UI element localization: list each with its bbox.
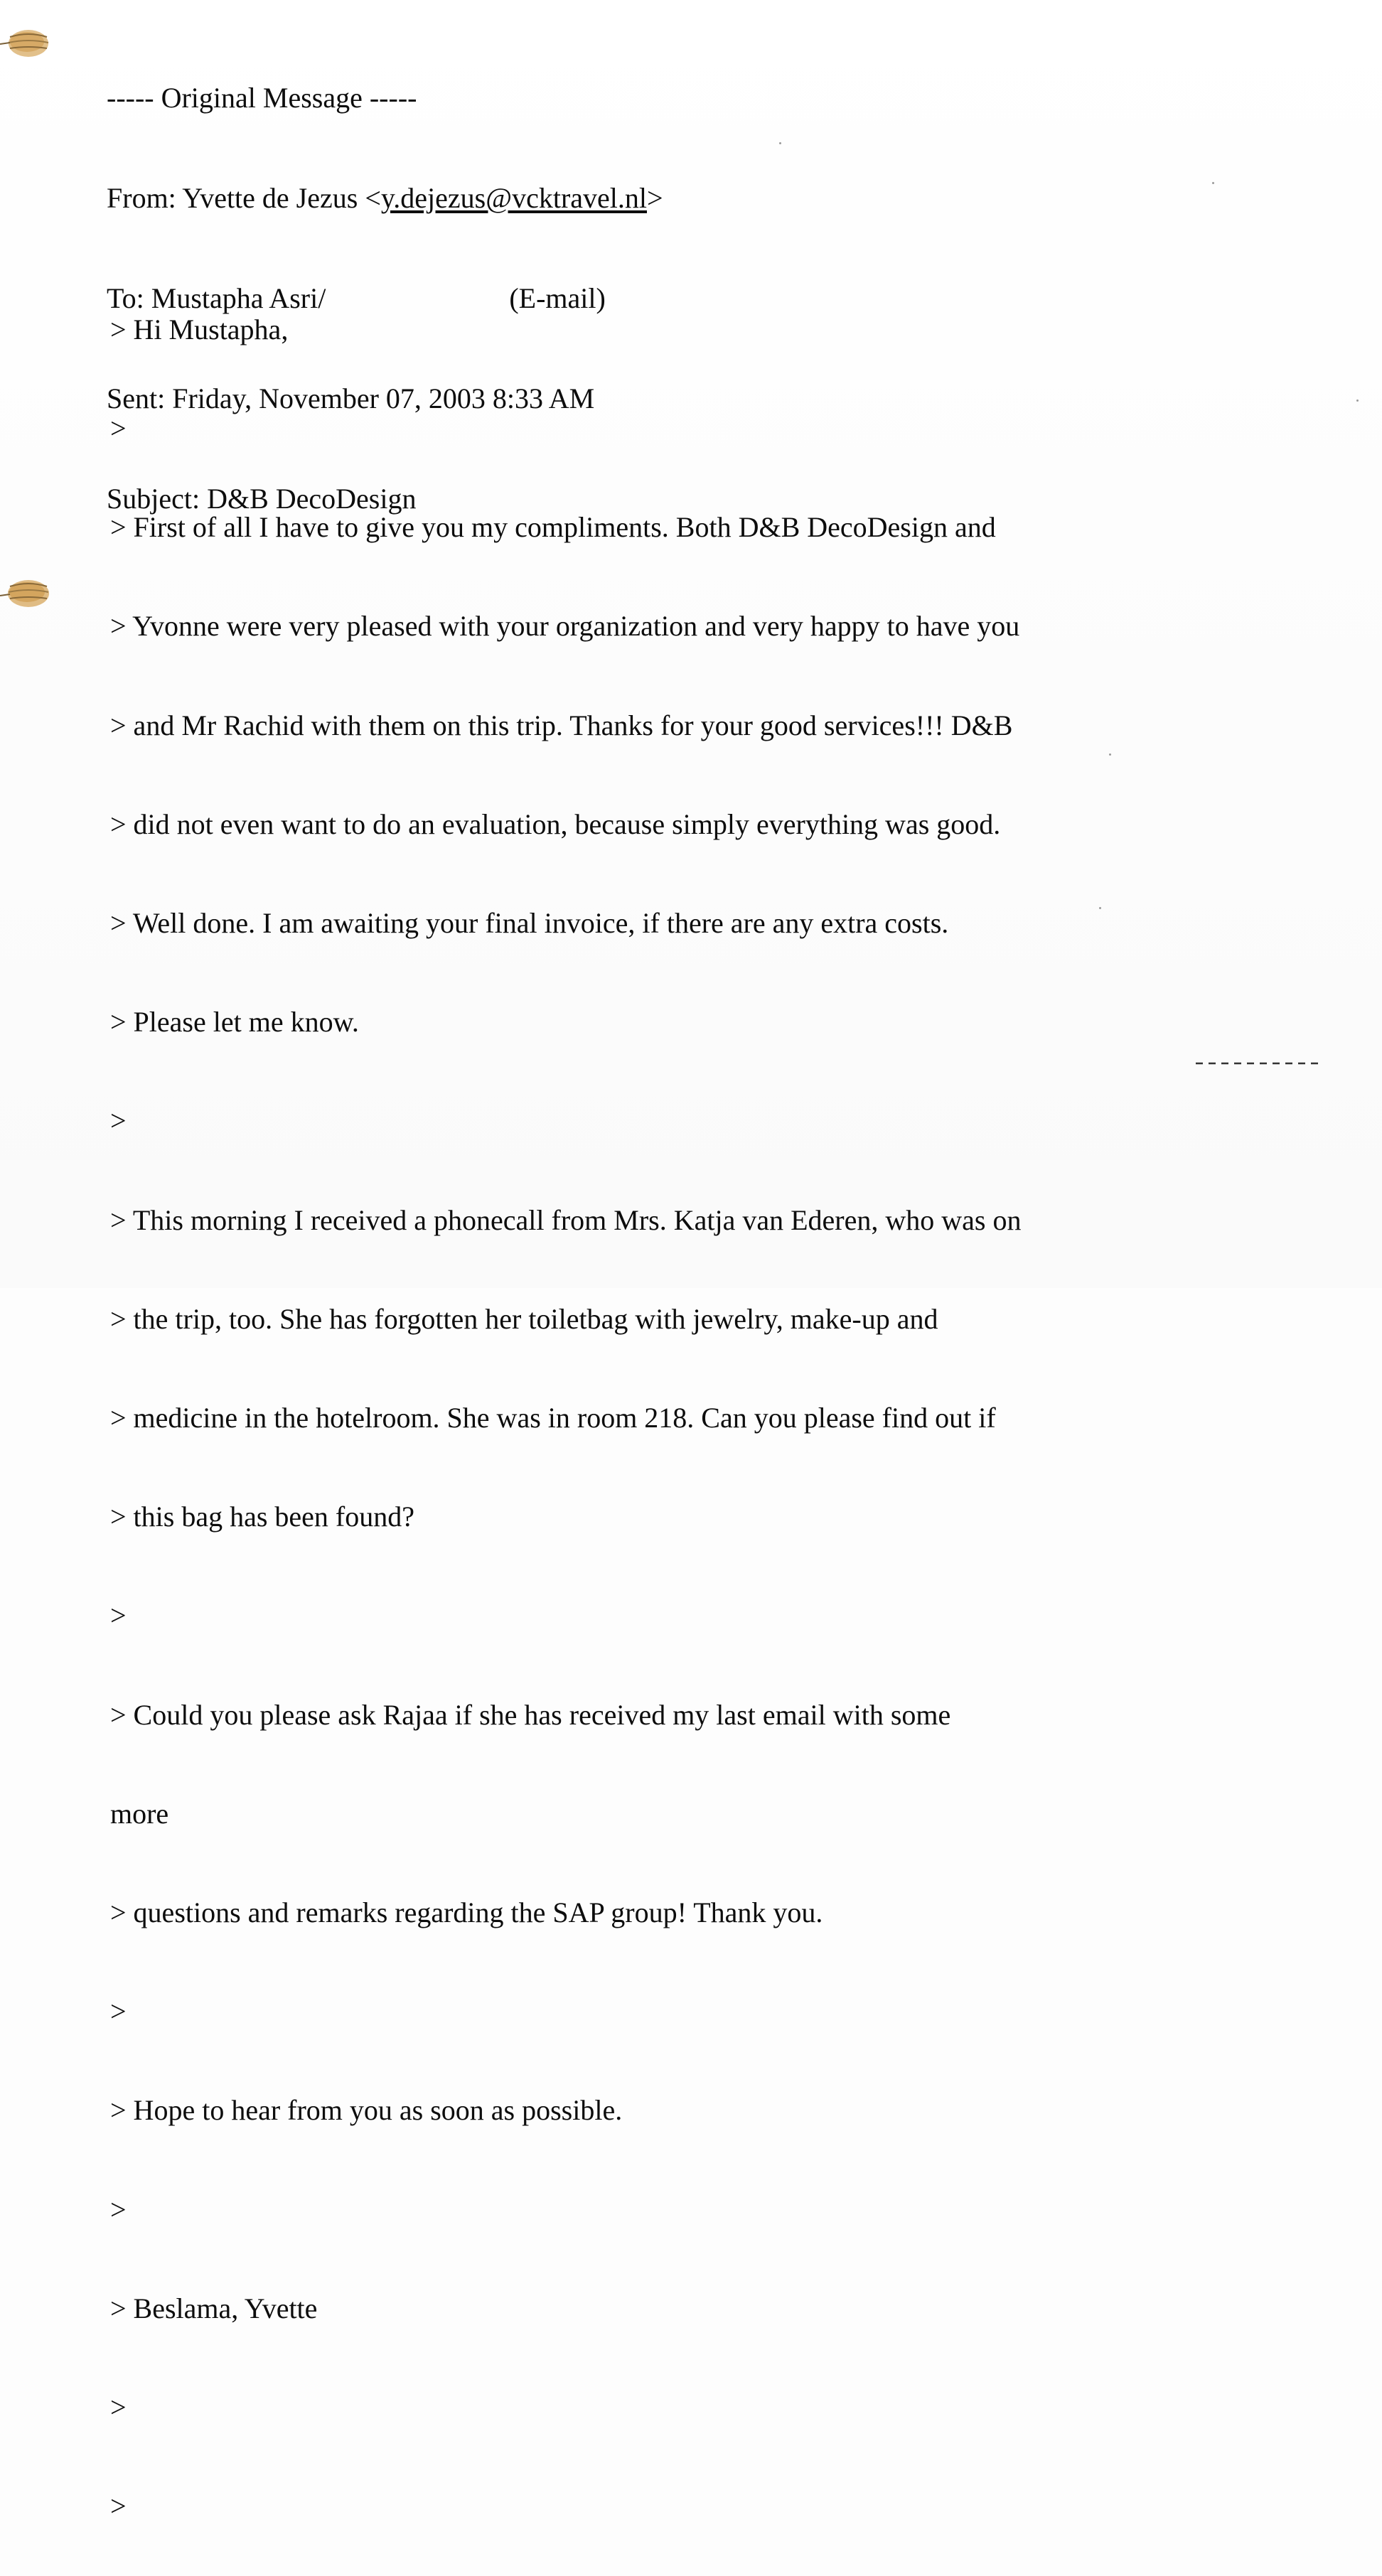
sent-line: Sent: Friday, November 07, 2003 8:33 AM <box>107 382 595 414</box>
body-line: > this bag has been found? <box>110 1501 415 1533</box>
body-line: > <box>110 1105 127 1137</box>
original-message-separator: ----- Original Message ----- <box>107 82 417 114</box>
body-line: > Beslama, Yvette <box>110 2292 318 2324</box>
body-line: > Hope to hear from you as soon as possible. <box>110 2094 623 2127</box>
email-body <box>110 247 1021 2576</box>
dashed-mark <box>1196 1062 1321 1065</box>
subject-line: Subject: D&B DecoDesign <box>107 483 417 515</box>
body-line: > and Mr Rachid with them on this trip. Thanks for your good services!!! D&B <box>110 709 1013 741</box>
body-line: > Well done. I am awaiting your final invoice, if there are any extra costs. <box>110 907 949 940</box>
body-line: > This morning I received a phonecall from Mrs. Katja van Ederen, who was on <box>110 1203 1022 1236</box>
body-line: > Yvonne were very pleased with your organization and very happy to have you <box>110 610 1020 643</box>
punch-hole-mark <box>0 577 50 610</box>
body-line: > Hi Mustapha, <box>110 313 289 345</box>
body-line: > <box>110 412 127 445</box>
body-line: > did not even want to do an evaluation, because simply everything was good. <box>110 807 1001 840</box>
body-line: > medicine in the hotelroom. She was in room 218. Can you please find out if <box>110 1402 996 1434</box>
scan-speck <box>1099 907 1101 909</box>
from-line <box>107 181 663 215</box>
body-line: > <box>110 2490 127 2523</box>
scan-speck <box>1356 399 1359 402</box>
to-email-tag: (E-mail) <box>509 282 606 314</box>
from-suffix: > <box>647 182 663 214</box>
body-line: > <box>110 1599 127 1632</box>
body-line: > <box>110 2193 127 2226</box>
punch-hole-mark <box>0 27 50 60</box>
body-line: > the trip, too. She has forgotten her toiletbag with jewelry, make-up and <box>110 1302 938 1335</box>
body-line: > Please let me know. <box>110 1006 359 1039</box>
sender-email-link[interactable]: y.dejezus@vcktravel.nl <box>380 182 647 214</box>
to-text: To: Mustapha Asri/ <box>107 282 326 314</box>
body-line: > First of all I have to give you my compliments. Both D&B DecoDesign and <box>110 511 996 544</box>
from-text: From: Yvette de Jezus < <box>107 182 381 214</box>
body-line: more <box>110 1797 169 1830</box>
scan-speck <box>1109 753 1111 756</box>
scan-speck <box>1212 182 1214 184</box>
body-line: > questions and remarks regarding the SAP group! Thank you. <box>110 1896 823 1929</box>
body-line: > <box>110 2391 127 2424</box>
body-line: > Could you please ask Rajaa if she has received my last email with some <box>110 1698 951 1731</box>
body-line: > <box>110 1995 127 2028</box>
scan-speck <box>779 142 781 144</box>
